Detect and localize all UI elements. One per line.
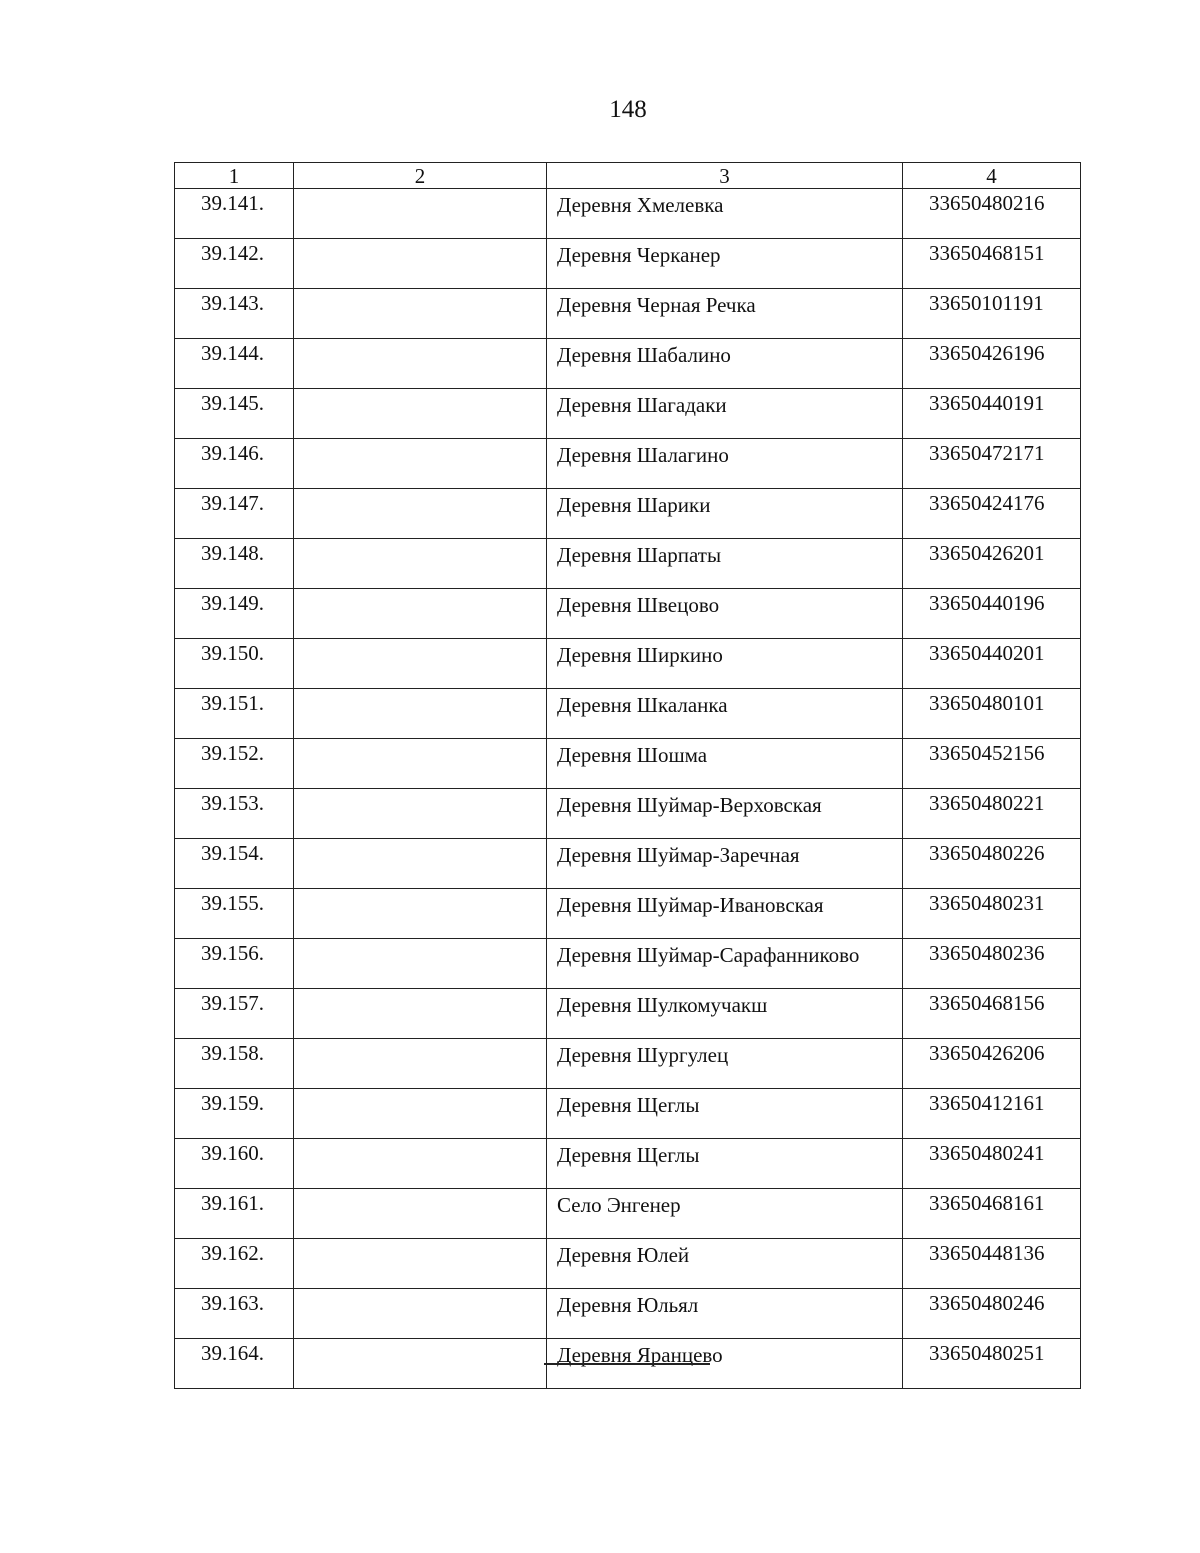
settlement-name-cell: Деревня Ширкино <box>547 639 903 689</box>
column-2-cell <box>294 289 547 339</box>
oktmo-code-cell: 33650480246 <box>903 1289 1081 1339</box>
table-row <box>175 889 1081 939</box>
settlement-name-cell: Деревня Шулкомучакш <box>547 989 903 1039</box>
table-row <box>175 639 1081 689</box>
table-header <box>175 163 1081 189</box>
oktmo-code-cell: 33650426201 <box>903 539 1081 589</box>
table-row <box>175 539 1081 589</box>
table-row <box>175 389 1081 439</box>
settlement-name-cell: Деревня Шуймар-Ивановская <box>547 889 903 939</box>
settlement-name-cell: Деревня Шуймар-Сарафанниково <box>547 939 903 989</box>
oktmo-code-cell: 33650440196 <box>903 589 1081 639</box>
oktmo-code-cell: 33650480216 <box>903 189 1081 239</box>
oktmo-code-cell: 33650480101 <box>903 689 1081 739</box>
table-row <box>175 1189 1081 1239</box>
row-number-cell: 39.151. <box>175 689 294 739</box>
column-header-4: 4 <box>903 163 1081 189</box>
column-2-cell <box>294 1189 547 1239</box>
settlements-table <box>174 162 1081 1389</box>
table-header-row <box>175 163 1081 189</box>
oktmo-code-cell: 33650480241 <box>903 1139 1081 1189</box>
column-2-cell <box>294 1089 547 1139</box>
page-number: 148 <box>609 96 647 123</box>
row-number-cell: 39.158. <box>175 1039 294 1089</box>
row-number-cell: 39.159. <box>175 1089 294 1139</box>
settlement-name-cell: Деревня Черная Речка <box>547 289 903 339</box>
settlement-name-cell: Деревня Шуймар-Заречная <box>547 839 903 889</box>
table-row <box>175 789 1081 839</box>
column-2-cell <box>294 1239 547 1289</box>
table-row <box>175 1239 1081 1289</box>
row-number-cell: 39.155. <box>175 889 294 939</box>
settlement-name-cell: Деревня Щеглы <box>547 1089 903 1139</box>
oktmo-code-cell: 33650468151 <box>903 239 1081 289</box>
column-2-cell <box>294 189 547 239</box>
settlement-name-cell: Деревня Черканер <box>547 239 903 289</box>
settlement-name-cell: Деревня Шагадаки <box>547 389 903 439</box>
table-row <box>175 989 1081 1039</box>
row-number-cell: 39.153. <box>175 789 294 839</box>
column-2-cell <box>294 639 547 689</box>
table-row <box>175 189 1081 239</box>
table-row <box>175 339 1081 389</box>
settlement-name-cell: Деревня Шарпаты <box>547 539 903 589</box>
row-number-cell: 39.147. <box>175 489 294 539</box>
oktmo-code-cell: 33650101191 <box>903 289 1081 339</box>
settlement-name-cell: Деревня Шургулец <box>547 1039 903 1089</box>
column-2-cell <box>294 939 547 989</box>
table-row <box>175 689 1081 739</box>
settlement-name-cell: Деревня Щеглы <box>547 1139 903 1189</box>
oktmo-code-cell: 33650448136 <box>903 1239 1081 1289</box>
table-row <box>175 1039 1081 1089</box>
settlement-name-cell: Деревня Хмелевка <box>547 189 903 239</box>
column-header-2: 2 <box>294 163 547 189</box>
row-number-cell: 39.164. <box>175 1339 294 1389</box>
column-2-cell <box>294 239 547 289</box>
column-2-cell <box>294 539 547 589</box>
column-2-cell <box>294 739 547 789</box>
table-row <box>175 439 1081 489</box>
oktmo-code-cell: 33650480231 <box>903 889 1081 939</box>
settlement-name-cell: Деревня Швецово <box>547 589 903 639</box>
oktmo-code-cell: 33650480221 <box>903 789 1081 839</box>
settlement-name-cell: Деревня Шабалино <box>547 339 903 389</box>
oktmo-code-cell: 33650480236 <box>903 939 1081 989</box>
row-number-cell: 39.148. <box>175 539 294 589</box>
column-header-1: 1 <box>175 163 294 189</box>
column-header-3: 3 <box>547 163 903 189</box>
column-2-cell <box>294 489 547 539</box>
table-body <box>175 189 1081 1389</box>
row-number-cell: 39.163. <box>175 1289 294 1339</box>
oktmo-code-cell: 33650468161 <box>903 1189 1081 1239</box>
oktmo-code-cell: 33650440191 <box>903 389 1081 439</box>
settlement-name-cell: Село Энгенер <box>547 1189 903 1239</box>
row-number-cell: 39.160. <box>175 1139 294 1189</box>
table-row <box>175 1089 1081 1139</box>
column-2-cell <box>294 1039 547 1089</box>
oktmo-code-cell: 33650480251 <box>903 1339 1081 1389</box>
row-number-cell: 39.143. <box>175 289 294 339</box>
settlement-name-cell: Деревня Шуймар-Верховская <box>547 789 903 839</box>
row-number-cell: 39.157. <box>175 989 294 1039</box>
settlement-name-cell: Деревня Шалагино <box>547 439 903 489</box>
row-number-cell: 39.141. <box>175 189 294 239</box>
column-2-cell <box>294 839 547 889</box>
row-number-cell: 39.142. <box>175 239 294 289</box>
row-number-cell: 39.156. <box>175 939 294 989</box>
row-number-cell: 39.144. <box>175 339 294 389</box>
column-2-cell <box>294 1139 547 1189</box>
row-number-cell: 39.145. <box>175 389 294 439</box>
table-row <box>175 739 1081 789</box>
table-row <box>175 589 1081 639</box>
column-2-cell <box>294 689 547 739</box>
column-2-cell <box>294 439 547 489</box>
table-row <box>175 1289 1081 1339</box>
column-2-cell <box>294 1339 547 1389</box>
column-2-cell <box>294 1289 547 1339</box>
oktmo-code-cell: 33650468156 <box>903 989 1081 1039</box>
row-number-cell: 39.149. <box>175 589 294 639</box>
oktmo-code-cell: 33650480226 <box>903 839 1081 889</box>
settlement-name-cell: Деревня Шарики <box>547 489 903 539</box>
column-2-cell <box>294 589 547 639</box>
column-2-cell <box>294 989 547 1039</box>
row-number-cell: 39.154. <box>175 839 294 889</box>
footer-rule <box>544 1363 710 1365</box>
table-row <box>175 839 1081 889</box>
row-number-cell: 39.152. <box>175 739 294 789</box>
table-row <box>175 939 1081 989</box>
row-number-cell: 39.161. <box>175 1189 294 1239</box>
oktmo-code-cell: 33650426206 <box>903 1039 1081 1089</box>
row-number-cell: 39.146. <box>175 439 294 489</box>
column-2-cell <box>294 389 547 439</box>
table-row <box>175 289 1081 339</box>
table-row <box>175 489 1081 539</box>
column-2-cell <box>294 789 547 839</box>
column-2-cell <box>294 889 547 939</box>
settlement-name-cell: Деревня Юльял <box>547 1289 903 1339</box>
table-row <box>175 239 1081 289</box>
oktmo-code-cell: 33650426196 <box>903 339 1081 389</box>
row-number-cell: 39.162. <box>175 1239 294 1289</box>
oktmo-code-cell: 33650412161 <box>903 1089 1081 1139</box>
oktmo-code-cell: 33650440201 <box>903 639 1081 689</box>
column-2-cell <box>294 339 547 389</box>
oktmo-code-cell: 33650424176 <box>903 489 1081 539</box>
settlement-name-cell: Деревня Шошма <box>547 739 903 789</box>
oktmo-code-cell: 33650452156 <box>903 739 1081 789</box>
settlement-name-cell: Деревня Юлей <box>547 1239 903 1289</box>
table-row <box>175 1139 1081 1189</box>
oktmo-code-cell: 33650472171 <box>903 439 1081 489</box>
settlement-name-cell: Деревня Яранцево <box>547 1339 903 1389</box>
row-number-cell: 39.150. <box>175 639 294 689</box>
settlement-name-cell: Деревня Шкаланка <box>547 689 903 739</box>
